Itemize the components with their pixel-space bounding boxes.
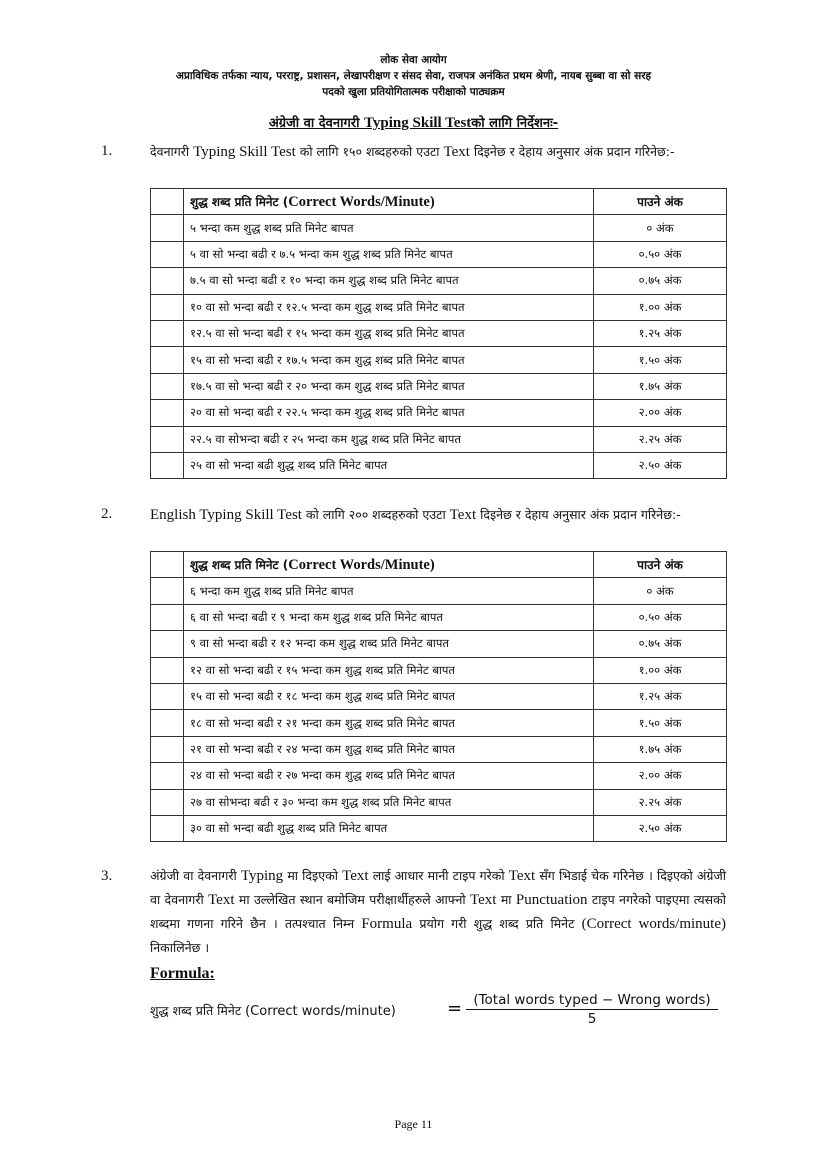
header-organization: लोक सेवा आयोग: [380, 54, 447, 66]
blank-cell: [151, 426, 184, 452]
marks-cell: २.२५ अंक: [594, 426, 727, 452]
instructions-title: अंग्रेजी वा देवनागरी Typing Skill Testको लागि निर्देशनः-: [268, 115, 559, 131]
marks-cell: १.०० अंक: [594, 657, 727, 683]
criteria-cell: १७.५ वा सो भन्दा बढी र २० भन्दा कम शुद्ध शब्द प्रति मिनेट बापत: [184, 373, 594, 399]
formula-lhs: शुद्ध शब्द प्रति मिनेट (Correct words/minute): [150, 1003, 396, 1019]
criteria-cell: ५ वा सो भन्दा बढी र ७.५ भन्दा कम शुद्ध शब्द प्रति मिनेट बापत: [184, 241, 594, 267]
marks-cell: १.०० अंक: [594, 294, 727, 320]
marks-cell: १.२५ अंक: [594, 683, 727, 709]
criteria-cell: १२.५ वा सो भन्दा बढी र १५ भन्दा कम शुद्ध शब्द प्रति मिनेट बापत: [184, 320, 594, 346]
table-header-row: [151, 552, 727, 578]
blank-cell: [151, 452, 184, 478]
marks-cell: १.५० अंक: [594, 347, 727, 373]
table-row: [151, 426, 727, 452]
table-row: [151, 815, 727, 841]
criteria-cell: २२.५ वा सोभन्दा बढी र २५ भन्दा कम शुद्ध शब्द प्रति मिनेट बापत: [184, 426, 594, 452]
formula-denominator: 5: [587, 1011, 597, 1027]
criteria-cell: २० वा सो भन्दा बढी र २२.५ भन्दा कम शुद्ध शब्द प्रति मिनेट बापत: [184, 400, 594, 426]
header-services: अप्राविधिक तर्फका न्याय, परराष्ट्र, प्रशासन, लेखापरीक्षण र संसद सेवा, राजपत्र अनंकित प्रथम श्रेणी, नायब सुब्बा वा सो सरह: [175, 70, 652, 82]
criteria-cell: ३० वा सो भन्दा बढी शुद्ध शब्द प्रति मिनेट बापत: [184, 815, 594, 841]
table-row: [151, 683, 727, 709]
table-row: [151, 347, 727, 373]
blank-cell: [151, 347, 184, 373]
page-number: Page 11: [394, 1117, 433, 1131]
table-row: [151, 373, 727, 399]
formula: [150, 992, 727, 1032]
blank-cell: [151, 657, 184, 683]
blank-cell: [151, 320, 184, 346]
blank-cell: [151, 294, 184, 320]
criteria-header: शुद्ध शब्द प्रति मिनेट (Correct Words/Minute): [184, 552, 594, 578]
marks-cell: २.५० अंक: [594, 815, 727, 841]
marks-cell: २.५० अंक: [594, 452, 727, 478]
table-row: [151, 578, 727, 604]
section-2-text: English Typing Skill Test को लागि २०० शब्दहरुको एउटा Text दिइनेछ र देहाय अनुसार अंक प्रदान गरिनेछ:-: [150, 507, 681, 523]
marks-cell: ० अंक: [594, 578, 727, 604]
criteria-cell: २५ वा सो भन्दा बढी शुद्ध शब्द प्रति मिनेट बापत: [184, 452, 594, 478]
table-row: [151, 294, 727, 320]
table-row: [151, 320, 727, 346]
blank-cell: [151, 189, 184, 215]
blank-cell: [151, 710, 184, 736]
blank-cell: [151, 373, 184, 399]
marks-cell: १.२५ अंक: [594, 320, 727, 346]
table-row: [151, 789, 727, 815]
table-row: [151, 710, 727, 736]
criteria-cell: २७ वा सोभन्दा बढी र ३० भन्दा कम शुद्ध शब्द प्रति मिनेट बापत: [184, 789, 594, 815]
criteria-cell: ६ वा सो भन्दा बढी र ९ भन्दा कम शुद्ध शब्द प्रति मिनेट बापत: [184, 604, 594, 630]
marks-cell: २.२५ अंक: [594, 789, 727, 815]
blank-cell: [151, 552, 184, 578]
table-row: [151, 215, 727, 241]
criteria-cell: १० वा सो भन्दा बढी र १२.५ भन्दा कम शुद्ध शब्द प्रति मिनेट बापत: [184, 294, 594, 320]
formula-label: Formula:: [150, 965, 215, 982]
blank-cell: [151, 604, 184, 630]
criteria-cell: १२ वा सो भन्दा बढी र १५ भन्दा कम शुद्ध शब्द प्रति मिनेट बापत: [184, 657, 594, 683]
criteria-cell: १८ वा सो भन्दा बढी र २१ भन्दा कम शुद्ध शब्द प्रति मिनेट बापत: [184, 710, 594, 736]
blank-cell: [151, 815, 184, 841]
marks-cell: ०.७५ अंक: [594, 631, 727, 657]
criteria-cell: २४ वा सो भन्दा बढी र २७ भन्दा कम शुद्ध शब्द प्रति मिनेट बापत: [184, 763, 594, 789]
section-3-text: अंग्रेजी वा देवनागरी Typing मा दिइएको Text लाई आधार मानी टाइप गरेको Text सँग भिडाई चेक गरिनेछ । दिइएको अंग्रेजी वा देवनागरी Text मा उल्लेखित स्थान बमोजिम परीक्षार्थीहरुले आफ्नो Text मा Punctuation टाइप नगरेको पाइएमा त्यसको शब्दमा गणना गरिने छैन । तत्पश्चात निम्न Formula प्रयोग गरी शुद्ध शब्द प्रति मिनेट (Correct words/minute) निकालिनेछ ।: [150, 868, 726, 955]
section-2-number: 2.: [101, 506, 113, 522]
table-row: [151, 657, 727, 683]
marks-cell: १.५० अंक: [594, 710, 727, 736]
criteria-cell: १५ वा सो भन्दा बढी र १७.५ भन्दा कम शुद्ध शब्द प्रति मिनेट बापत: [184, 347, 594, 373]
criteria-cell: ९ वा सो भन्दा बढी र १२ भन्दा कम शुद्ध शब्द प्रति मिनेट बापत: [184, 631, 594, 657]
criteria-cell: २१ वा सो भन्दा बढी र २४ भन्दा कम शुद्ध शब्द प्रति मिनेट बापत: [184, 736, 594, 762]
blank-cell: [151, 631, 184, 657]
criteria-cell: ७.५ वा सो भन्दा बढी र १० भन्दा कम शुद्ध शब्द प्रति मिनेट बापत: [184, 268, 594, 294]
section-1-number: 1.: [101, 143, 113, 159]
marks-cell: ०.५० अंक: [594, 241, 727, 267]
blank-cell: [151, 578, 184, 604]
marks-cell: ०.७५ अंक: [594, 268, 727, 294]
table-row: [151, 400, 727, 426]
section-3-number: 3.: [101, 868, 113, 884]
blank-cell: [151, 268, 184, 294]
table-row: [151, 604, 727, 630]
table-row: [151, 452, 727, 478]
blank-cell: [151, 215, 184, 241]
blank-cell: [151, 789, 184, 815]
marks-header: पाउने अंक: [594, 552, 727, 578]
formula-numerator: (Total words typed − Wrong words): [466, 992, 718, 1010]
table-row: [151, 736, 727, 762]
blank-cell: [151, 683, 184, 709]
table-row: [151, 763, 727, 789]
marks-cell: ० अंक: [594, 215, 727, 241]
criteria-cell: ६ भन्दा कम शुद्ध शब्द प्रति मिनेट बापत: [184, 578, 594, 604]
blank-cell: [151, 241, 184, 267]
blank-cell: [151, 763, 184, 789]
marks-cell: १.७५ अंक: [594, 736, 727, 762]
table-header-row: [151, 189, 727, 215]
formula-equals: =: [447, 998, 463, 1019]
english-scoring-table: [150, 551, 727, 842]
marks-cell: २.०० अंक: [594, 763, 727, 789]
blank-cell: [151, 400, 184, 426]
marks-header: पाउने अंक: [594, 189, 727, 215]
table-row: [151, 268, 727, 294]
criteria-header: शुद्ध शब्द प्रति मिनेट (Correct Words/Minute): [184, 189, 594, 215]
table-row: [151, 631, 727, 657]
table-row: [151, 241, 727, 267]
blank-cell: [151, 736, 184, 762]
criteria-cell: १५ वा सो भन्दा बढी र १८ भन्दा कम शुद्ध शब्द प्रति मिनेट बापत: [184, 683, 594, 709]
marks-cell: २.०० अंक: [594, 400, 727, 426]
devanagari-scoring-table: [150, 188, 727, 479]
marks-cell: ०.५० अंक: [594, 604, 727, 630]
formula-fraction: [466, 992, 718, 1027]
header-syllabus: पदको खुला प्रतियोगितात्मक परीक्षाको पाठ्यक्रम: [322, 86, 505, 98]
criteria-cell: ५ भन्दा कम शुद्ध शब्द प्रति मिनेट बापत: [184, 215, 594, 241]
section-1-text: देवनागरी Typing Skill Test को लागि १५० शब्दहरुको एउटा Text दिइनेछ र देहाय अनुसार अंक प्रदान गरिनेछ:-: [150, 144, 675, 160]
marks-cell: १.७५ अंक: [594, 373, 727, 399]
